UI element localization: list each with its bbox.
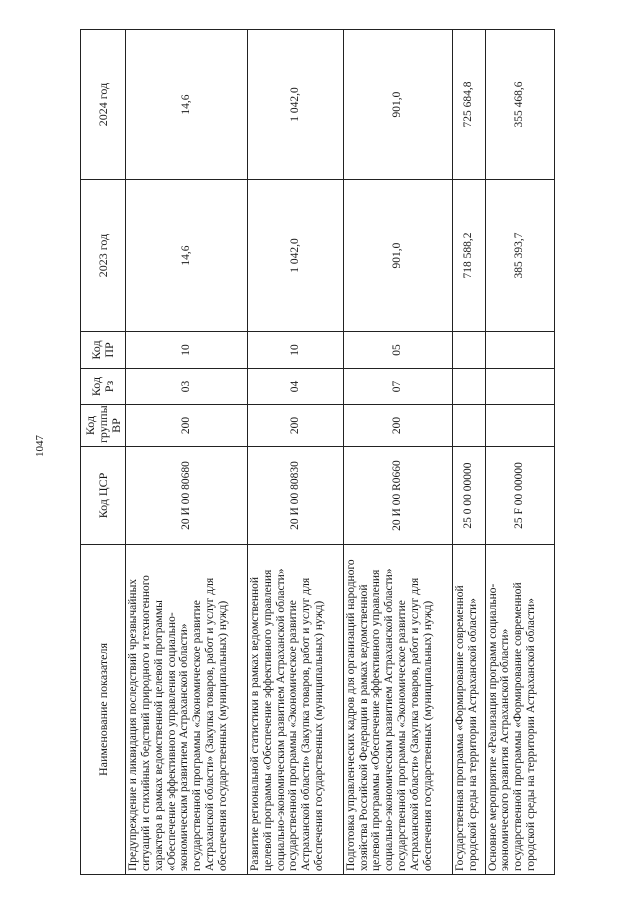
header-name: Наименование показателя — [81, 545, 126, 875]
row-rz: 03 — [126, 369, 248, 405]
table-row — [343, 30, 452, 875]
row-2023: 1 042,0 — [248, 180, 344, 332]
row-2024: 725 684,8 — [453, 30, 486, 180]
header-pr: Код ПР — [81, 332, 126, 369]
budget-table — [80, 29, 555, 875]
row-pr — [453, 332, 486, 369]
row-2023: 385 393,7 — [485, 180, 554, 332]
row-pr: 10 — [126, 332, 248, 369]
header-vr: Код группы ВР — [81, 405, 126, 447]
row-pr — [485, 332, 554, 369]
row-csr: 20 И 00 80680 — [126, 447, 248, 545]
row-rz — [453, 369, 486, 405]
row-csr: 20 И 00 R0660 — [343, 447, 452, 545]
row-2024: 1 042,0 — [248, 30, 344, 180]
header-row — [81, 30, 126, 875]
row-vr: 200 — [343, 405, 452, 447]
row-csr: 25 0 00 00000 — [453, 447, 486, 545]
row-name: Государственная программа «Формирование современной городской среды на территории Астраханской области» — [453, 545, 486, 875]
row-vr — [485, 405, 554, 447]
table-row — [485, 30, 554, 875]
row-csr: 20 И 00 80830 — [248, 447, 344, 545]
row-name: Подготовка управленческих кадров для организаций народного хозяйства Российской Федерации в рамках ведомственной целевой программы «Обеспечение эффективного управления социально-экономическим развитием Астраханской области» государственной программы «Экономическое развитие Астраханской области» (Закупка товаров, работ и услуг для обеспечения государственных (муниципальных) нужд) — [343, 545, 452, 875]
page-number: 1047 — [34, 435, 46, 457]
row-vr: 200 — [126, 405, 248, 447]
row-pr: 05 — [343, 332, 452, 369]
header-csr: Код ЦСР — [81, 447, 126, 545]
row-2023: 901,0 — [343, 180, 452, 332]
row-name: Предупреждение и ликвидация последствий чрезвычайных ситуаций и стихийных бедствий природного и техногенного характера в рамках ведомственной целевой программы «Обеспечение эффективного управления социально-экономическим развитием Астраханской области» государственной программы «Экономическое развитие Астраханской области» (Закупка товаров, работ и услуг для обеспечения государственных (муниципальных) нужд) — [126, 545, 248, 875]
page-content — [80, 30, 555, 875]
table-row — [453, 30, 486, 875]
row-rz: 04 — [248, 369, 344, 405]
row-2024: 355 468,6 — [485, 30, 554, 180]
table-row — [248, 30, 344, 875]
row-vr — [453, 405, 486, 447]
row-2023: 14,6 — [126, 180, 248, 332]
row-2024: 901,0 — [343, 30, 452, 180]
header-rz: Код Рз — [81, 369, 126, 405]
row-vr: 200 — [248, 405, 344, 447]
header-2024: 2024 год — [81, 30, 126, 180]
row-rz: 07 — [343, 369, 452, 405]
row-2024: 14,6 — [126, 30, 248, 180]
row-name: Основное мероприятие «Реализация программ социально-экономического развития Астраханской области» государственной программы «Формирование современной городской среды на территории Астраханской области» — [485, 545, 554, 875]
row-pr: 10 — [248, 332, 344, 369]
header-2023: 2023 год — [81, 180, 126, 332]
row-csr: 25 F 00 00000 — [485, 447, 554, 545]
table-row — [126, 30, 248, 875]
row-rz — [485, 369, 554, 405]
row-name: Развитие региональной статистики в рамках ведомственной целевой программы «Обеспечение эффективного управления социально-экономическим развитием Астраханской области» государственной программы «Экономическое развитие Астраханской области» (Закупка товаров, работ и услуг для обеспечения государственных (муниципальных) нужд) — [248, 545, 344, 875]
budget-table-container — [80, 30, 555, 875]
row-2023: 718 588,2 — [453, 180, 486, 332]
